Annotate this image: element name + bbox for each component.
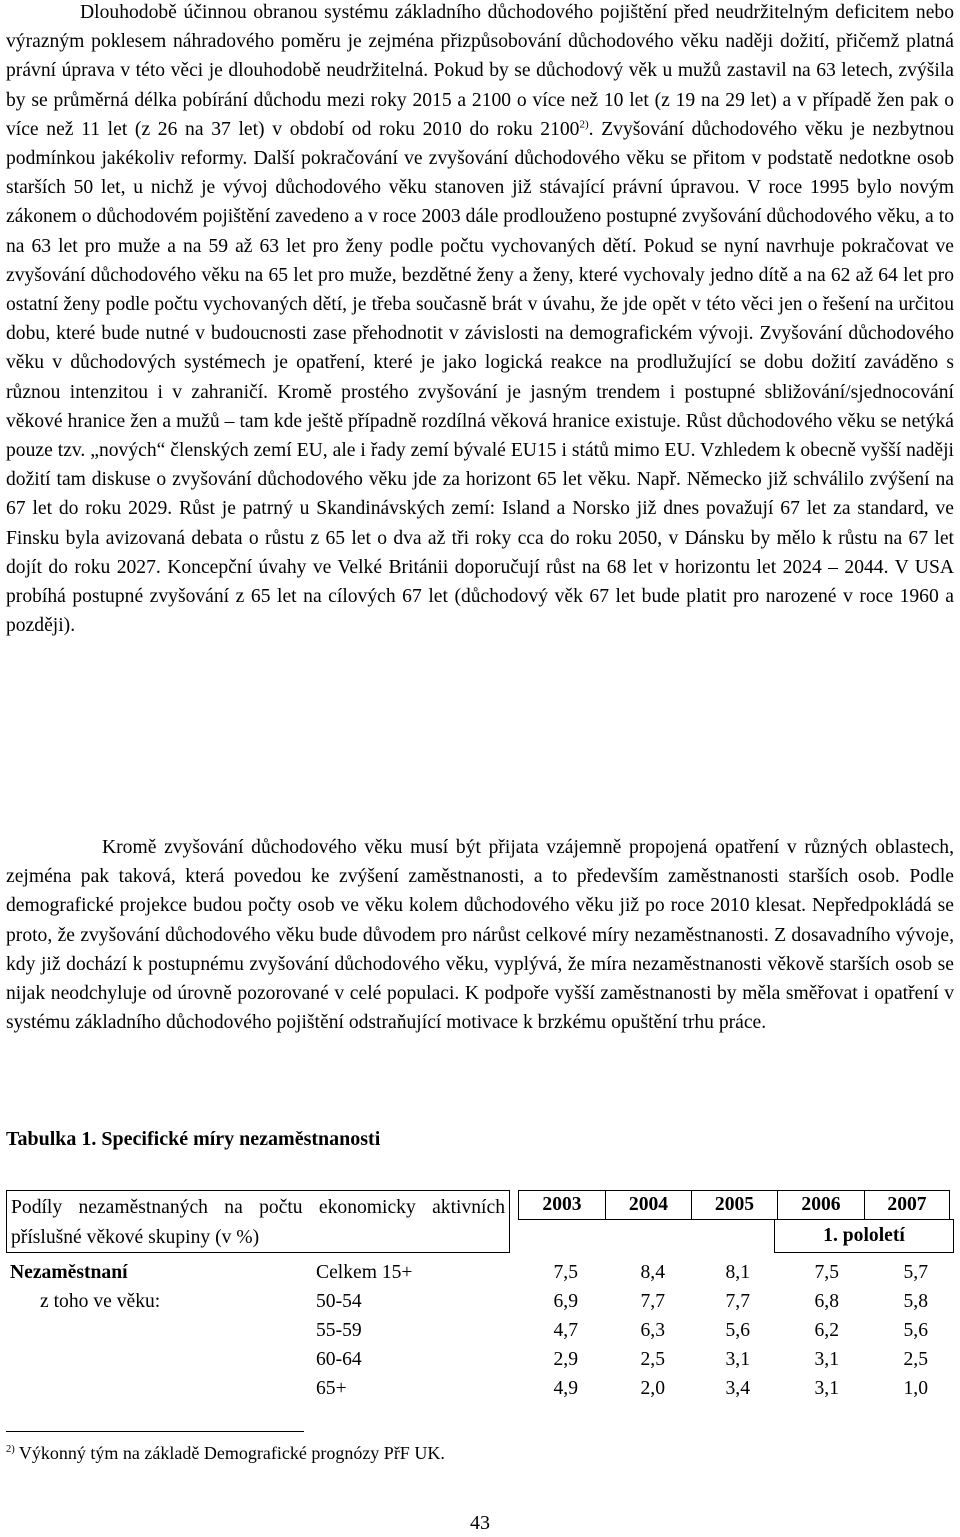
table-cell: 5,8 <box>903 1291 928 1312</box>
row-age-label: 65+ <box>316 1378 347 1399</box>
table-row <box>6 1345 954 1374</box>
row-age-label: Celkem 15+ <box>316 1262 413 1283</box>
table-cell: 7,5 <box>553 1262 578 1283</box>
footnote-marker: 2) <box>6 1444 15 1455</box>
row-group-label: z toho ve věku: <box>40 1291 161 1312</box>
table-cell: 8,1 <box>725 1262 750 1283</box>
table-title: Tabulka 1. Specifické míry nezaměstnanosti <box>6 1128 381 1150</box>
year-cell: 2007 <box>864 1190 950 1220</box>
footnote-text: Výkonný tým na základě Demografické prognózy PřF UK. <box>14 1443 445 1463</box>
table-row <box>6 1287 954 1316</box>
table-cell: 3,1 <box>814 1349 839 1370</box>
table-cell: 6,8 <box>814 1291 839 1312</box>
unemployment-table <box>6 1190 954 1408</box>
year-header-row <box>518 1190 950 1220</box>
table-cell: 7,5 <box>814 1262 839 1283</box>
row-age-label: 50-54 <box>316 1291 362 1312</box>
row-age-label: 60-64 <box>316 1349 362 1370</box>
table-cell: 6,2 <box>814 1320 839 1341</box>
table-cell: 3,1 <box>814 1378 839 1399</box>
year-cell: 2003 <box>518 1190 606 1220</box>
table-row <box>6 1316 954 1345</box>
table-row <box>6 1258 954 1287</box>
table-header-cell <box>6 1190 510 1253</box>
row-age-label: 55-59 <box>316 1320 362 1341</box>
footnote <box>6 1440 445 1466</box>
page-number: 43 <box>470 1512 490 1534</box>
table-cell: 8,4 <box>640 1262 665 1283</box>
table-row <box>6 1374 954 1403</box>
table-cell: 4,9 <box>553 1378 578 1399</box>
table-cell: 2,0 <box>640 1378 665 1399</box>
table-cell: 7,7 <box>725 1291 750 1312</box>
footnote-ref: 2) <box>579 118 589 131</box>
table-cell: 6,3 <box>640 1320 665 1341</box>
table-cell: 5,6 <box>725 1320 750 1341</box>
paragraph1-text-a: Dlouhodobě účinnou obranou systému základního důchodového pojištění před neudržitelným deficitem nebo výrazným poklesem náhradového poměru je zejména přizpůsobování důchodového věku naději dožití, přičemž platná právní úprava v této věci je dlouhodobě neudržitelná. Pokud by se důchodový věk u mužů zastavil na 63 letech, zvýšila by se průměrná délka pobírání důchodu mezi roky 2015 a 2100 o více než 10 let (z 19 na 29 let) a v případě žen pak o více než 11 let (z 26 na 37 let) v období od roku 2010 do roku 2100 <box>6 2 954 140</box>
table-cell: 2,5 <box>640 1349 665 1370</box>
table-cell: 3,4 <box>725 1378 750 1399</box>
row-group-label: Nezaměstnaní <box>10 1262 128 1283</box>
table-cell: 4,7 <box>553 1320 578 1341</box>
table-cell: 7,7 <box>640 1291 665 1312</box>
table-cell: 1,0 <box>903 1378 928 1399</box>
table-cell: 3,1 <box>725 1349 750 1370</box>
table-cell: 5,7 <box>903 1262 928 1283</box>
footnote-divider <box>6 1431 304 1432</box>
table-cell: 2,5 <box>903 1349 928 1370</box>
year-cell: 2004 <box>605 1190 692 1220</box>
table-cell: 6,9 <box>553 1291 578 1312</box>
table-cell: 5,6 <box>903 1320 928 1341</box>
year-cell: 2006 <box>777 1190 865 1220</box>
year-cell: 2005 <box>691 1190 778 1220</box>
paragraph-employment: Kromě zvyšování důchodového věku musí být přijata vzájemně propojená opatření v různých oblastech, zejména pak taková, která povedou ke zvýšení zaměstnanosti, a to především zaměstnanosti starších osob. Podle demografické projekce budou počty osob ve věku kolem důchodového věku již po roce 2010 klesat. Nepředpokládá se proto, že zvyšování důchodového věku bude důvodem pro nárůst celkové míry nezaměstnanosti. Z dosavadního vývoje, kdy již dochází k postupnému zvyšování důchodového věku, vyplývá, že míra nezaměstnanosti věkově starších osob se nijak neodchyluje od úrovně pozorované v celé populaci. K podpoře vyšší zaměstnanosti by měla směřovat i opatření v systému základního důchodového pojištění odstraňující motivace k brzkému opuštění trhu práce. <box>6 837 954 1034</box>
paragraph1-text-b: . Zvyšování důchodového věku je nezbytnou podmínkou jakékoliv reformy. Další pokračování ve zvyšování důchodového věku se přitom v podstatě nedotkne osob starších 50 let, u nichž je vývoj důchodového věku stanoven již stávající právní úpravou. V roce 1995 bylo novým zákonem o důchodovém pojištění zavedeno a v roce 2003 dále prodlouženo postupné zvyšování důchodového věku, a to na 63 let pro muže a na 59 až 63 let pro ženy podle počtu vychovaných dětí. Pokud se nyní navrhuje pokračovat ve zvyšování důchodového věku na 65 let pro muže, bezdětné ženy a ženy, které vychovaly jedno dítě a na 62 až 64 let pro ostatní ženy podle počtu vychovaných dětí, je třeba současně brát v úvahu, že jde opět v této věci jen o řešení na určitou dobu, které bude nutné v budoucnosti zase přehodnotit v závislosti na demografickém vývoji. Zvyšování důchodového věku v důchodových systémech je opatření, které je jako logická reakce na prodlužující se dobu dožití zaváděno s různou intenzitou i v zahraničí. Kromě prostého zvyšování je jasným trendem i postupné sbližování/sjednocování věkové hranice žen a mužů – tam kde ještě případně rozdílná věková hranice existuje. Růst důchodového věku se netýká pouze tzv. „nových“ členských zemí EU, ale i řady zemí bývalé EU15 i států mimo EU. Vzhledem k obecně vyšší naději dožití tam diskuse o zvyšování důchodového věku jde za horizont 65 let věku. Např. Německo již schválilo zvýšení na 67 let do roku 2029. Růst je patrný u Skandinávských zemí: Island a Norsko již dnes považují 67 let za standard, ve Finsku byla avizovaná debata o růstu z 65 let o dva až tři roky cca do roku 2050, v Dánsku by mělo k růstu na 67 let dojít do roku 2027. Koncepční úvahy ve Velké Británii doporučují růst na 68 let v horizontu let 2024 – 2044. V USA probíhá postupné zvyšování z 65 let na cílových 67 let (důchodový věk 67 let bude platit pro narozené v roce 1960 a později). <box>6 118 954 637</box>
half-year-note: 1. pololetí <box>774 1219 954 1253</box>
table-header-label: Podíly nezaměstnaných na počtu ekonomicky aktivních příslušné věkové skupiny (v %) <box>11 1197 505 1248</box>
paragraph-retirement-age <box>6 0 954 640</box>
table-cell: 2,9 <box>553 1349 578 1370</box>
